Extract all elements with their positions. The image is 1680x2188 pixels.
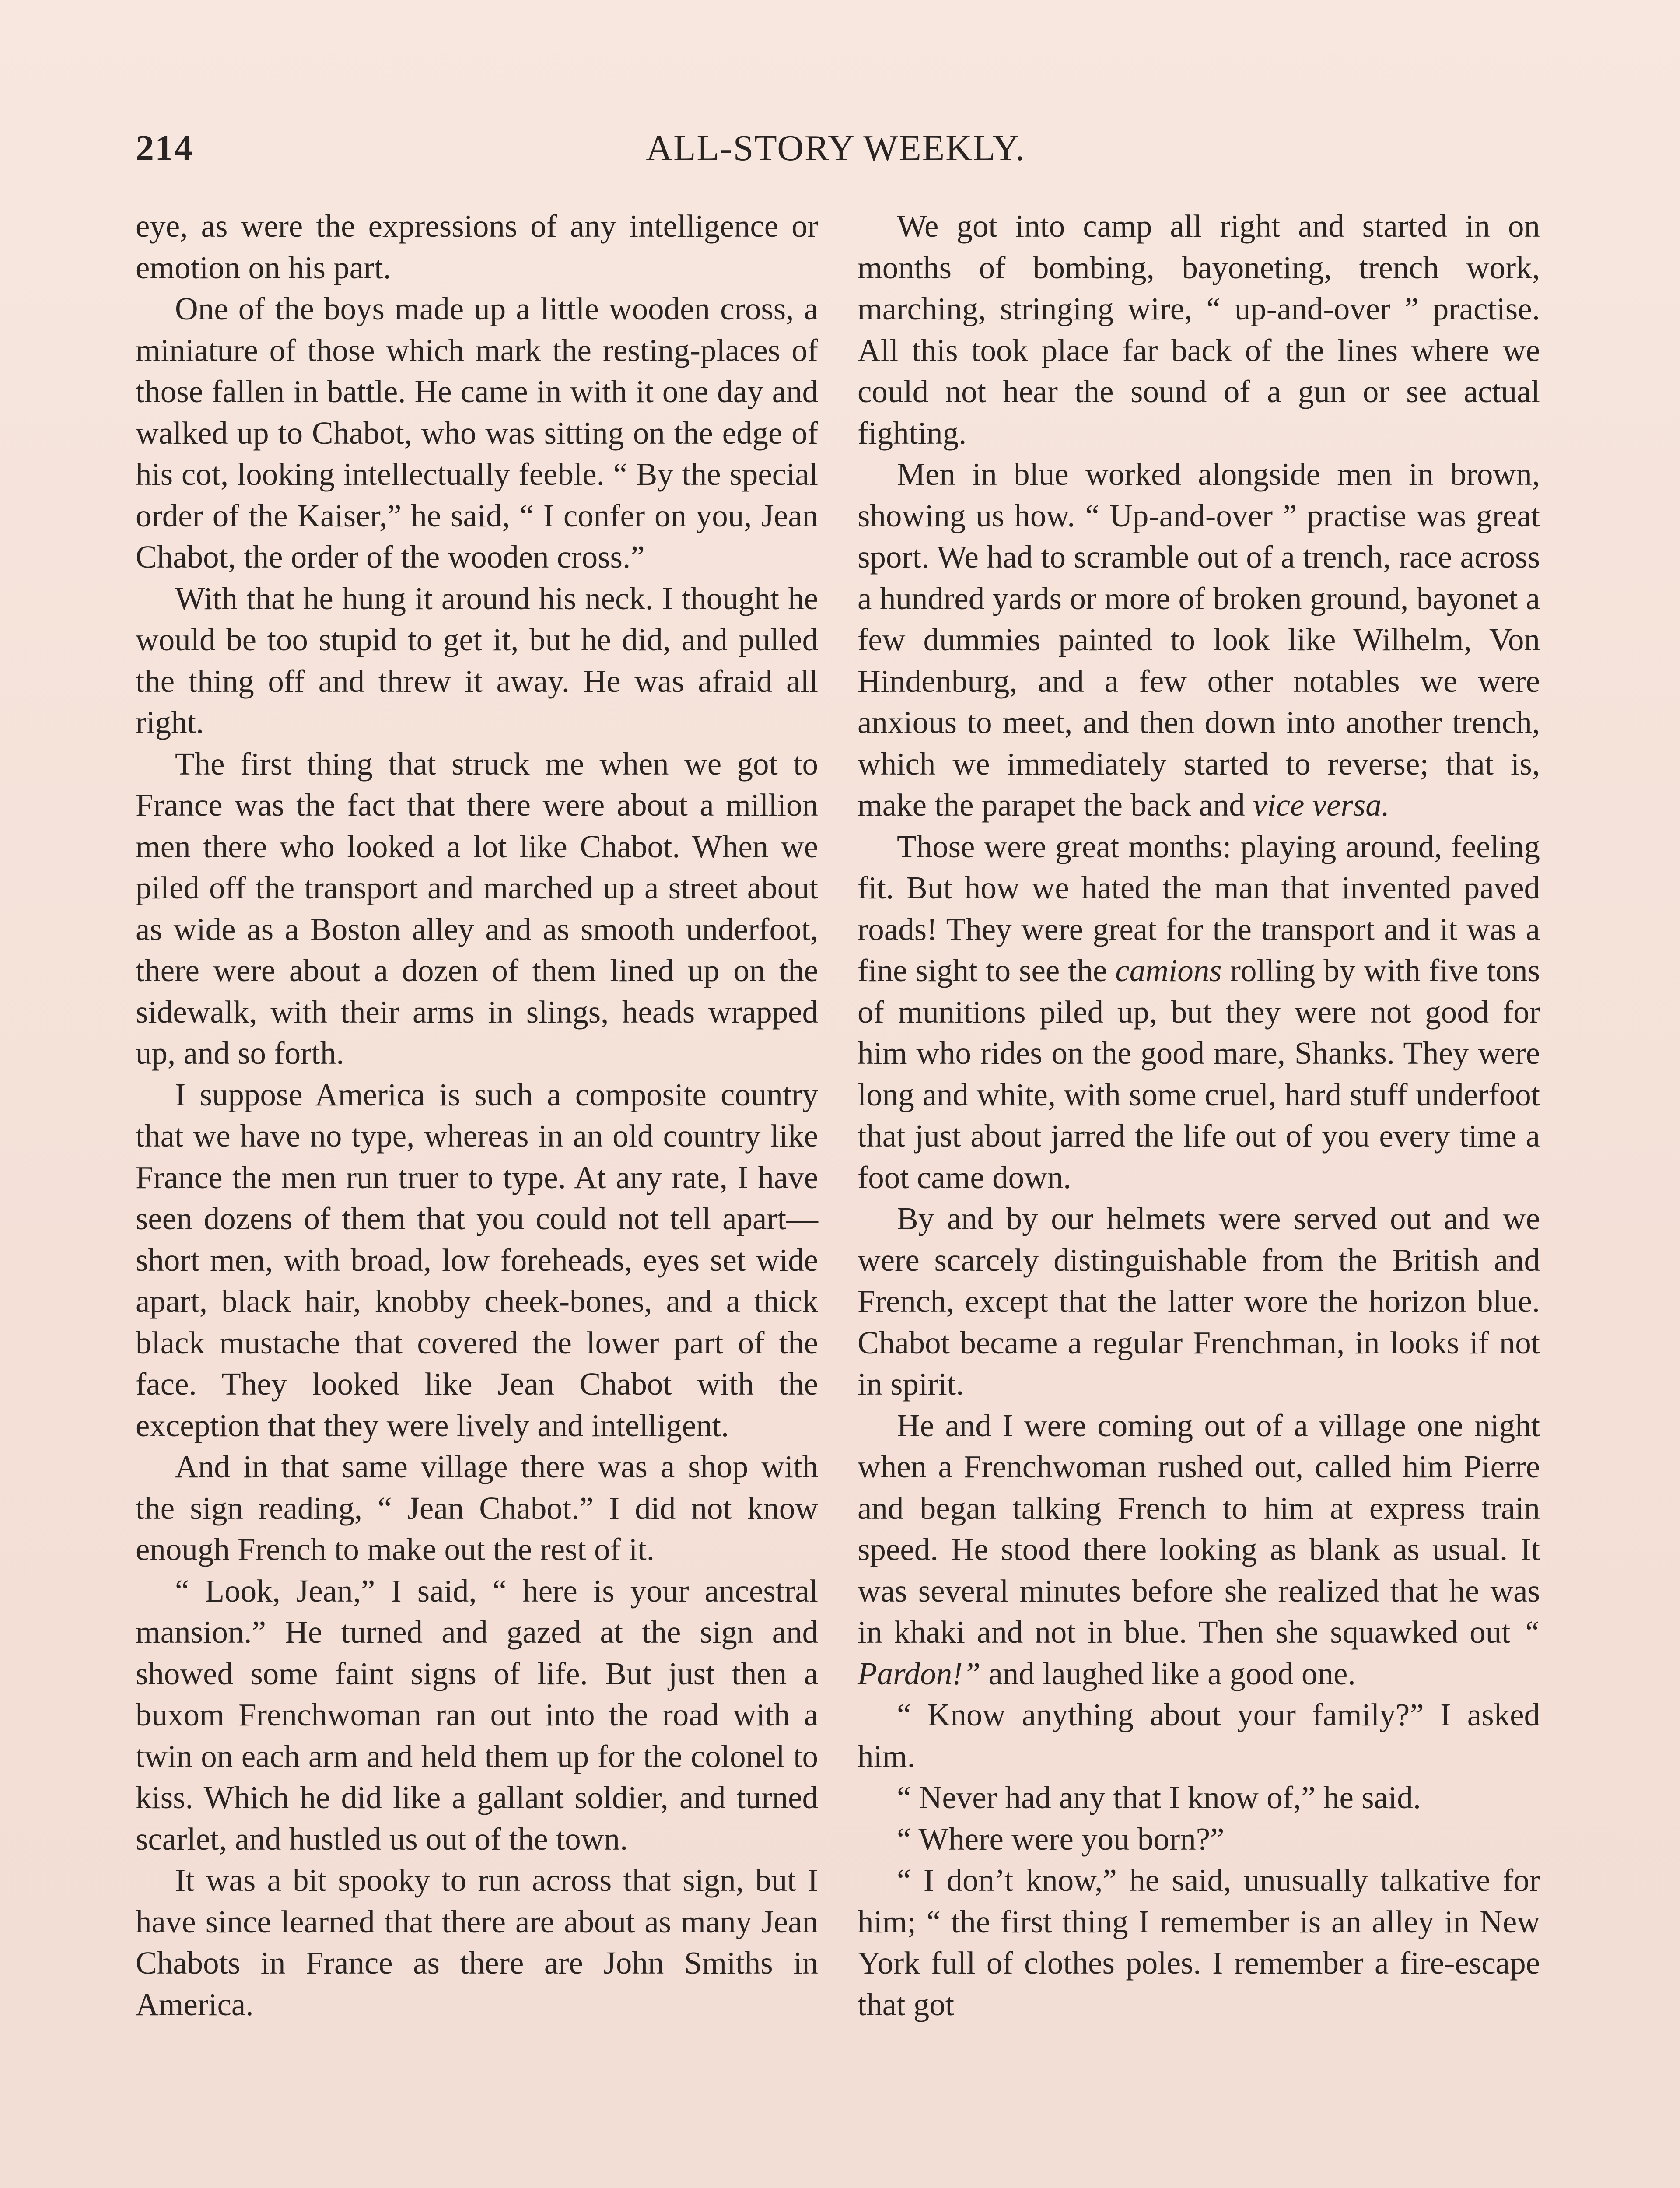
paragraph: And in that same village there was a shop with the sign reading, “ Jean Chabot.” I did not know enough French to make out the rest of it. xyxy=(136,1449,818,1567)
left-column xyxy=(136,206,818,2025)
paragraph-text: Those were great months: playing around, feeling fit. But how we hated the man that invented paved roads! They were great for the transport and it was a fine sight to see the xyxy=(858,828,1540,988)
paragraph: “ Know anything about your family?” I asked him. xyxy=(858,1697,1540,1774)
paragraph-text: He and I were coming out of a village one night when a Frenchwoman rushed out, called him Pierre and began talking French to him at express train speed. He stood there looking as blank as usual. It was several minutes before she realized that he was in khaki and not in blue. Then she squawked out xyxy=(858,1407,1540,1650)
paragraph: By and by our helmets were served out and we were scarcely distinguishable from the British and French, except that the latter wore the horizon blue. Chabot became a regular Frenchman, in looks if not in spirit. xyxy=(858,1201,1540,1402)
italic-phrase: vice versa. xyxy=(1253,787,1390,823)
paragraph xyxy=(858,454,1540,826)
paragraph-text: Men in blue worked alongside men in brown, showing us how. “ Up-and-over ” practise was great sport. We had to scramble out of a trench, race across a hundred yards or more of broken ground, bayonet a few dummies painted to look like Wilhelm, Von Hindenburg, and a few other notables we were anxious to meet, and then down into another trench, which we immediately started to reverse; that is, make the parapet the back and xyxy=(858,456,1540,823)
paragraph: One of the boys made up a little wooden cross, a miniature of those which mark the resting-places of those fallen in battle. He came in with it one day and walked up to Chabot, who was sitting on the edge of his cot, looking intellectually feeble. “ By the special order of the Kaiser,” he said, “ I confer on you, Jean Chabot, the order of the wooden cross.” xyxy=(136,291,818,575)
page-header xyxy=(136,127,1536,188)
paragraph: I suppose America is such a composite country that we have no type, whereas in an old country like France the men run truer to type. At any rate, I have seen dozens of them that you could not tell apart—short men, with broad, low foreheads, eyes set wide apart, black hair, knobby cheek-bones, and a thick black mustache that covered the lower part of the face. They looked like Jean Chabot with the exception that they were lively and intelligent. xyxy=(136,1076,818,1443)
paragraph: It was a bit spooky to run across that sign, but I have since learned that there are about as many Jean Chabots in France as there are John Smiths in America. xyxy=(136,1862,818,2022)
paragraph: “ I don’t know,” he said, unusually talkative for him; “ the first thing I remember is an alley in New York full of clothes poles. I remember a fire-escape that got xyxy=(858,1862,1540,2022)
paragraph: “ Never had any that I know of,” he said. xyxy=(897,1780,1421,1815)
italic-word: “ Pardon!” xyxy=(858,1614,1540,1691)
right-column xyxy=(858,206,1540,2025)
paragraph: eye, as were the expressions of any intelligence or emotion on his part. xyxy=(136,208,818,285)
paragraph: “ Where were you born?” xyxy=(897,1821,1225,1857)
page-number: 214 xyxy=(136,128,193,168)
paragraph: We got into camp all right and started in on months of bombing, bayoneting, trench work, marching, stringing wire, “ up-and-over ” practise. All this took place far back of the lines where we could not hear the sound of a gun or see actual fighting. xyxy=(858,208,1540,451)
paragraph: The first thing that struck me when we got to France was the fact that there were about a million men there who looked a lot like Chabot. When we piled off the transport and marched up a street about as wide as a Boston alley and as smooth underfoot, there were about a dozen of them lined up on the sidewalk, with their arms in slings, heads wrapped up, and so forth. xyxy=(136,746,818,1071)
running-head: ALL-STORY WEEKLY. xyxy=(646,128,1026,168)
paragraph-text: and laughed like a good one. xyxy=(988,1655,1356,1691)
paragraph xyxy=(858,1405,1540,1695)
italic-word: camions xyxy=(1115,953,1222,988)
paragraph: With that he hung it around his neck. I thought he would be too stupid to get it, but he did, and pulled the thing off and threw it away. He was afraid all right. xyxy=(136,580,818,740)
paragraph: “ Look, Jean,” I said, “ here is your ancestral mansion.” He turned and gazed at the sign and showed some faint signs of life. But just then a buxom Frenchwoman ran out into the road with a twin on each arm and held them up for the colonel to kiss. Which he did like a gallant soldier, and turned scarlet, and hustled us out of the town. xyxy=(136,1573,818,1857)
paragraph xyxy=(858,826,1540,1199)
paragraph-text: rolling by with five tons of munitions piled up, but they were not good for him who rides on the good mare, Shanks. They were long and white, with some cruel, hard stuff underfoot that just about jarred the life out of you every time a foot came down. xyxy=(858,953,1540,1195)
